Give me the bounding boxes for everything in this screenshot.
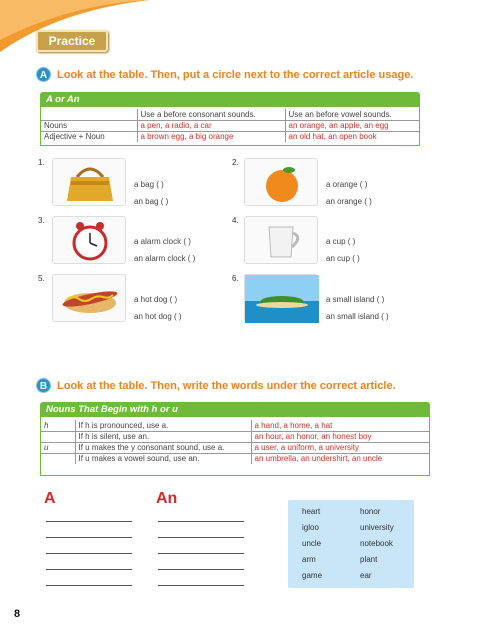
table-a-row-an: an old hat, an open book (285, 131, 419, 142)
item-option-an: an small island ( ) (326, 312, 389, 321)
item-option-a: a small island ( ) (326, 295, 385, 304)
table-b-rule: If h is pronounced, use a. (75, 420, 251, 431)
word: university (360, 523, 394, 532)
word: plant (360, 555, 378, 564)
column-a-heading: A (44, 490, 56, 507)
word: uncle (302, 539, 322, 548)
practice-label: Practice (36, 30, 108, 52)
item-number: 2. (232, 158, 239, 167)
handbag-icon (52, 158, 126, 206)
item-option-a: a cup ( ) (326, 237, 356, 246)
table-b-letter (41, 431, 75, 442)
answer-line[interactable] (158, 585, 244, 586)
island-icon (244, 274, 318, 322)
table-a-row-an: an orange, an apple, an egg (285, 120, 419, 131)
answer-line[interactable] (46, 569, 132, 570)
table-b-rule: If h is silent, use an. (75, 431, 251, 442)
item-option-a: a alarm clock ( ) (134, 237, 191, 246)
table-a-row-a: a pen, a radio, a car (137, 120, 285, 131)
table-a-header-a: Use a before consonant sounds. (137, 109, 285, 120)
answer-line[interactable] (46, 585, 132, 586)
alarm-clock-icon (52, 216, 126, 264)
item-option-an: an alarm clock ( ) (134, 254, 196, 263)
item-number: 3. (38, 216, 45, 225)
page-number: 8 (14, 608, 21, 620)
word: game (302, 571, 323, 580)
table-b-examples: a user, a uniform, a university (251, 442, 429, 453)
item-number: 4. (232, 216, 239, 225)
answer-line[interactable] (158, 553, 244, 554)
word-box (288, 500, 414, 588)
section-b-instruction: Look at the table. Then, write the words under the correct article. (57, 379, 396, 392)
table-a-header-an: Use an before vowel sounds. (285, 109, 419, 120)
table-b-title: Nouns That Begin with h or u (40, 402, 430, 417)
word: notebook (360, 539, 393, 548)
item-number: 1. (38, 158, 45, 167)
item-option-an: an hot dog ( ) (134, 312, 182, 321)
item-option-a: a orange ( ) (326, 180, 368, 189)
table-b-rule: If u makes the y consonant sound, use a. (75, 442, 251, 453)
answer-line[interactable] (46, 521, 132, 522)
table-a-row-label: Nouns (41, 120, 137, 131)
table-a-title: A or An (40, 92, 420, 107)
column-an-heading: An (156, 490, 178, 507)
section-a-badge: A (36, 67, 51, 82)
table-b-letter: h (41, 420, 75, 431)
item-number: 5. (38, 274, 45, 283)
table-a-row-label: Adjective + Noun (41, 131, 137, 142)
word: honor (360, 507, 381, 516)
answer-line[interactable] (46, 553, 132, 554)
word: igloo (302, 523, 319, 532)
item-number: 6. (232, 274, 239, 283)
item-option-an: an bag ( ) (134, 197, 169, 206)
table-b-rule: If u makes a vowel sound, use an. (75, 453, 251, 464)
word: heart (302, 507, 321, 516)
table-b-letter (41, 453, 75, 464)
item-option-a: a hot dog ( ) (134, 295, 178, 304)
answer-line[interactable] (158, 537, 244, 538)
table-b (40, 416, 430, 476)
orange-icon (244, 158, 318, 206)
table-a-header-blank (41, 109, 137, 120)
table-a (40, 106, 420, 146)
answer-line[interactable] (158, 569, 244, 570)
table-a-row-a: a brown egg, a big orange (137, 131, 285, 142)
answer-line[interactable] (46, 537, 132, 538)
table-b-examples: an hour, an honor, an honest boy (251, 431, 429, 442)
section-b-badge: B (36, 378, 51, 393)
word: ear (360, 571, 372, 580)
item-option-an: an cup ( ) (326, 254, 360, 263)
table-b-examples: a hand, a home, a hat (251, 420, 429, 431)
table-b-letter: u (41, 442, 75, 453)
word: arm (302, 555, 316, 564)
section-b-heading (36, 378, 396, 393)
item-option-an: an orange ( ) (326, 197, 372, 206)
section-a-instruction: Look at the table. Then, put a circle next to the correct article usage. (57, 68, 414, 81)
section-a-heading (36, 67, 413, 82)
table-b-examples: an umbrella, an undershirt, an uncle (251, 453, 429, 464)
answer-line[interactable] (158, 521, 244, 522)
cup-icon (244, 216, 318, 264)
hot-dog-icon (52, 274, 126, 322)
item-option-a: a bag ( ) (134, 180, 164, 189)
